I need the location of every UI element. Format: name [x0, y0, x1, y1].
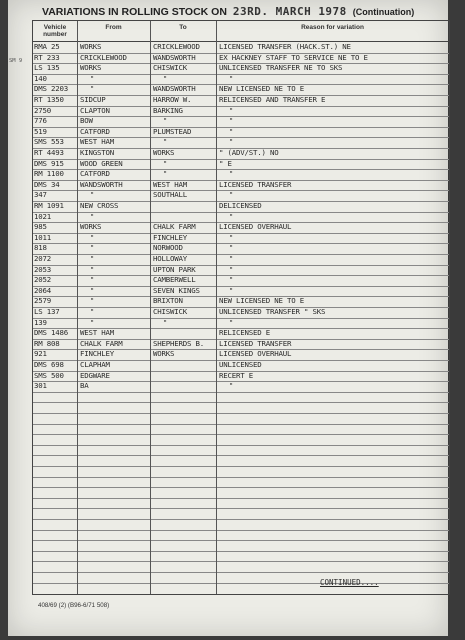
- cell-to: ": [163, 138, 168, 147]
- cell-from: [80, 519, 150, 530]
- cell-to: [153, 381, 213, 392]
- document-page: [8, 0, 448, 636]
- cell-vehicle: DMS 698: [34, 360, 64, 369]
- cell-from: [80, 561, 150, 572]
- cell-from: ": [90, 297, 95, 306]
- cell-vehicle: 2579: [34, 296, 51, 306]
- cell-reason: [219, 551, 449, 562]
- cell-to: [153, 413, 213, 424]
- cell-from: WORKS: [80, 42, 102, 51]
- cell-to: HARROW W.: [153, 95, 192, 104]
- cell-reason: [219, 445, 449, 456]
- cell-reason: RELICENSED E: [219, 328, 270, 338]
- cell-reason: ": [229, 255, 234, 263]
- cell-vehicle: RM 808: [34, 338, 60, 348]
- cell-to: FINCHLEY: [153, 232, 187, 242]
- cell-reason: [219, 530, 449, 541]
- cell-to: WORKS: [153, 148, 175, 157]
- cell-reason: ": [229, 117, 234, 126]
- cell-from: [80, 508, 150, 519]
- cell-vehicle: 2052: [34, 275, 51, 285]
- cell-from: [80, 455, 150, 466]
- cell-vehicle: 1021: [34, 211, 51, 221]
- cell-to: [153, 466, 213, 477]
- margin-note: SM 9: [9, 58, 23, 64]
- cell-reason: " (ADV/ST.) NO: [219, 148, 279, 157]
- cell-reason: ": [229, 212, 234, 221]
- cell-vehicle: LS 137: [34, 307, 60, 316]
- cell-vehicle: 519: [34, 126, 47, 136]
- cell-vehicle: SMS 500: [34, 370, 64, 380]
- cell-from: ": [90, 318, 95, 327]
- cell-vehicle: 921: [34, 349, 47, 359]
- cell-vehicle: RM 1091: [34, 201, 64, 210]
- cell-vehicle: DMS 915: [34, 158, 64, 168]
- heading-date: 23RD. MARCH 1978: [232, 5, 347, 18]
- cell-reason: LICENSED OVERHAUL: [219, 349, 292, 359]
- cell-reason: ": [229, 138, 234, 147]
- cell-reason: DELICENSED: [219, 201, 262, 210]
- cell-to: CRICKLEWOOD: [153, 42, 200, 51]
- cell-reason: [219, 402, 449, 413]
- cell-from: [80, 551, 150, 562]
- heading-title: VARIATIONS IN ROLLING STOCK ON: [42, 6, 227, 18]
- cell-reason: ": [229, 276, 234, 285]
- continued-note: CONTINUED....: [320, 578, 379, 587]
- cell-reason: ": [229, 286, 234, 295]
- cell-from: [80, 392, 150, 403]
- cell-to: CHISWICK: [153, 307, 187, 316]
- cell-to: [153, 201, 213, 212]
- column-header-from: From: [105, 24, 122, 31]
- cell-from: ": [90, 191, 95, 200]
- cell-vehicle: 776: [34, 116, 47, 126]
- cell-from: CATFORD: [80, 169, 110, 179]
- cell-vehicle: 985: [34, 222, 47, 232]
- cell-to: [153, 402, 213, 413]
- cell-vehicle: [34, 445, 74, 456]
- cell-vehicle: RT 1350: [34, 95, 64, 104]
- cell-from: WEST HAM: [80, 328, 114, 338]
- cell-to: [153, 445, 213, 456]
- cell-vehicle: 139: [34, 317, 47, 327]
- cell-vehicle: [34, 455, 74, 466]
- heading-continuation: (Continuation): [352, 7, 415, 17]
- cell-vehicle: LS 135: [34, 63, 60, 73]
- cell-vehicle: DMS 2203: [34, 84, 68, 94]
- cell-reason: [219, 424, 449, 435]
- page-heading: [42, 5, 452, 21]
- cell-to: [153, 561, 213, 572]
- cell-reason: " E: [219, 158, 232, 168]
- cell-reason: EX HACKNEY STAFF TO SERVICE NE TO E: [219, 52, 368, 62]
- cell-from: [80, 498, 150, 509]
- cell-to: WORKS: [153, 349, 175, 359]
- cell-from: [80, 424, 150, 435]
- cell-to: PLUMSTEAD: [153, 126, 192, 136]
- cell-reason: UNLICENSED: [219, 360, 262, 369]
- cell-vehicle: DMS 34: [34, 179, 60, 189]
- cell-reason: [219, 477, 449, 488]
- cell-vehicle: [34, 508, 74, 519]
- cell-vehicle: 1011: [34, 232, 51, 242]
- cell-vehicle: [34, 561, 74, 572]
- cell-vehicle: RMA 25: [34, 42, 60, 51]
- column-header-reason: Reason for variation: [301, 24, 364, 31]
- cell-to: [153, 487, 213, 498]
- cell-from: [80, 445, 150, 456]
- cell-vehicle: RM 1100: [34, 169, 64, 179]
- cell-from: ": [90, 85, 95, 94]
- cell-from: CLAPHAM: [80, 360, 110, 369]
- cell-to: BRIXTON: [153, 296, 183, 306]
- cell-reason: RELICENSED AND TRANSFER E: [219, 95, 326, 104]
- cell-from: WANDSWORTH: [80, 179, 123, 189]
- cell-from: BOW: [80, 116, 93, 126]
- cell-vehicle: [34, 530, 74, 541]
- cell-vehicle: [34, 519, 74, 530]
- cell-to: SHEPHERDS B.: [153, 338, 204, 348]
- cell-vehicle: 2053: [34, 264, 51, 274]
- cell-reason: [219, 413, 449, 424]
- cell-from: [80, 402, 150, 413]
- cell-to: ": [163, 318, 168, 327]
- cell-to: ": [163, 74, 168, 83]
- cell-to: ": [163, 170, 168, 179]
- column-header-to: To: [179, 24, 187, 31]
- cell-reason: LICENSED TRANSFER (HACK.ST.) NE: [219, 42, 351, 51]
- cell-from: [80, 572, 150, 583]
- cell-vehicle: [34, 551, 74, 562]
- cell-vehicle: [34, 498, 74, 509]
- cell-reason: ": [229, 170, 234, 179]
- cell-from: KINGSTON: [80, 148, 114, 157]
- cell-reason: NEW LICENSED NE TO E: [219, 84, 304, 94]
- cell-to: NORWOOD: [153, 243, 183, 253]
- table-row: [33, 572, 449, 584]
- cell-reason: [219, 498, 449, 509]
- cell-to: [153, 551, 213, 562]
- cell-to: CHISWICK: [153, 63, 187, 73]
- cell-from: ": [90, 74, 95, 83]
- column-header-vehicle: Vehicle number: [43, 24, 67, 38]
- cell-from: ": [90, 212, 95, 221]
- cell-to: [153, 455, 213, 466]
- cell-from: CLAPTON: [80, 105, 110, 115]
- cell-reason: RECERT E: [219, 370, 253, 380]
- cell-to: [153, 477, 213, 488]
- cell-reason: [219, 455, 449, 466]
- cell-vehicle: 140: [34, 73, 47, 83]
- cell-vehicle: 818: [34, 243, 47, 253]
- cell-from: [80, 434, 150, 445]
- cell-from: CHALK FARM: [80, 338, 123, 348]
- cell-to: SOUTHALL: [153, 190, 187, 200]
- cell-vehicle: [34, 466, 74, 477]
- cell-reason: UNLICENSED TRANSFER " SKS: [219, 307, 326, 316]
- cell-from: [80, 477, 150, 488]
- cell-from: SIDCUP: [80, 95, 106, 104]
- cell-to: [153, 392, 213, 403]
- cell-reason: ": [229, 74, 234, 83]
- cell-from: ": [90, 276, 95, 285]
- cell-vehicle: [34, 487, 74, 498]
- cell-to: ": [163, 117, 168, 126]
- cell-from: ": [90, 255, 95, 263]
- cell-vehicle: SMS 553: [34, 137, 64, 147]
- cell-vehicle: [34, 572, 74, 583]
- cell-reason: ": [229, 318, 234, 327]
- cell-vehicle: 2072: [34, 254, 51, 263]
- cell-to: WANDSWORTH: [153, 84, 196, 94]
- cell-reason: LICENSED TRANSFER: [219, 338, 292, 348]
- column-rule: [216, 21, 217, 594]
- cell-vehicle: [34, 392, 74, 403]
- cell-reason: [219, 508, 449, 519]
- cell-to: SEVEN KINGS: [153, 285, 200, 295]
- cell-from: ": [90, 265, 95, 274]
- cell-to: CHALK FARM: [153, 222, 196, 232]
- cell-vehicle: 347: [34, 190, 47, 200]
- cell-from: [80, 466, 150, 477]
- cell-from: WEST HAM: [80, 137, 114, 147]
- cell-reason: [219, 392, 449, 403]
- cell-from: WOOD GREEN: [80, 158, 123, 168]
- cell-to: [153, 328, 213, 339]
- cell-from: BA: [80, 381, 89, 391]
- cell-to: [153, 498, 213, 509]
- cell-from: NEW CROSS: [80, 201, 119, 210]
- cell-vehicle: 2064: [34, 285, 51, 295]
- cell-reason: ": [229, 382, 234, 391]
- cell-to: [153, 434, 213, 445]
- cell-vehicle: [34, 540, 74, 551]
- column-rule: [150, 21, 151, 594]
- cell-vehicle: [34, 402, 74, 413]
- cell-vehicle: RT 233: [34, 52, 60, 62]
- cell-to: [153, 360, 213, 371]
- cell-reason: UNLICENSED TRANSFER NE TO SKS: [219, 63, 343, 73]
- cell-reason: LICENSED OVERHAUL: [219, 222, 292, 232]
- cell-to: WANDSWORTH: [153, 52, 196, 62]
- cell-to: [153, 508, 213, 519]
- cell-from: WORKS: [80, 63, 102, 73]
- cell-from: [80, 487, 150, 498]
- cell-from: ": [90, 244, 95, 253]
- cell-reason: ": [229, 244, 234, 253]
- cell-vehicle: [34, 477, 74, 488]
- cell-reason: [219, 466, 449, 477]
- cell-reason: [219, 434, 449, 445]
- cell-to: UPTON PARK: [153, 264, 196, 274]
- cell-to: [153, 572, 213, 583]
- cell-reason: LICENSED TRANSFER: [219, 179, 292, 189]
- cell-vehicle: [34, 424, 74, 435]
- cell-from: CRICKLEWOOD: [80, 52, 127, 62]
- form-code: 408/69 (2) (B96-6/71 508): [38, 602, 110, 609]
- cell-to: [153, 371, 213, 382]
- cell-reason: ": [229, 127, 234, 136]
- cell-reason: [219, 540, 449, 551]
- cell-from: CATFORD: [80, 126, 110, 136]
- cell-to: [153, 424, 213, 435]
- cell-to: [153, 540, 213, 551]
- cell-vehicle: [34, 413, 74, 424]
- cell-to: ": [163, 159, 168, 168]
- cell-from: [80, 530, 150, 541]
- cell-vehicle: 2750: [34, 105, 51, 115]
- cell-vehicle: 301: [34, 381, 47, 391]
- cell-reason: [219, 519, 449, 530]
- cell-to: CAMBERWELL: [153, 275, 196, 285]
- cell-from: WORKS: [80, 222, 102, 232]
- variations-table: [32, 20, 450, 595]
- cell-reason: [219, 487, 449, 498]
- column-rule: [77, 21, 78, 594]
- cell-from: ": [90, 233, 95, 242]
- cell-vehicle: [34, 434, 74, 445]
- cell-from: EDGWARE: [80, 370, 110, 380]
- cell-from: ": [90, 308, 95, 316]
- cell-vehicle: RT 4493: [34, 148, 64, 157]
- cell-reason: ": [229, 106, 234, 115]
- cell-to: [153, 212, 213, 223]
- cell-from: [80, 413, 150, 424]
- cell-reason: ": [229, 265, 234, 274]
- cell-to: [153, 519, 213, 530]
- cell-reason: ": [229, 233, 234, 242]
- cell-from: ": [90, 286, 95, 295]
- cell-from: FINCHLEY: [80, 349, 114, 359]
- cell-to: HOLLOWAY: [153, 254, 187, 263]
- cell-reason: [219, 561, 449, 572]
- cell-vehicle: DMS 1486: [34, 328, 68, 338]
- cell-reason: ": [229, 191, 234, 200]
- cell-reason: NEW LICENSED NE TO E: [219, 296, 304, 306]
- cell-from: [80, 540, 150, 551]
- cell-to: WEST HAM: [153, 179, 187, 189]
- cell-to: [153, 530, 213, 541]
- cell-to: BARKING: [153, 105, 183, 115]
